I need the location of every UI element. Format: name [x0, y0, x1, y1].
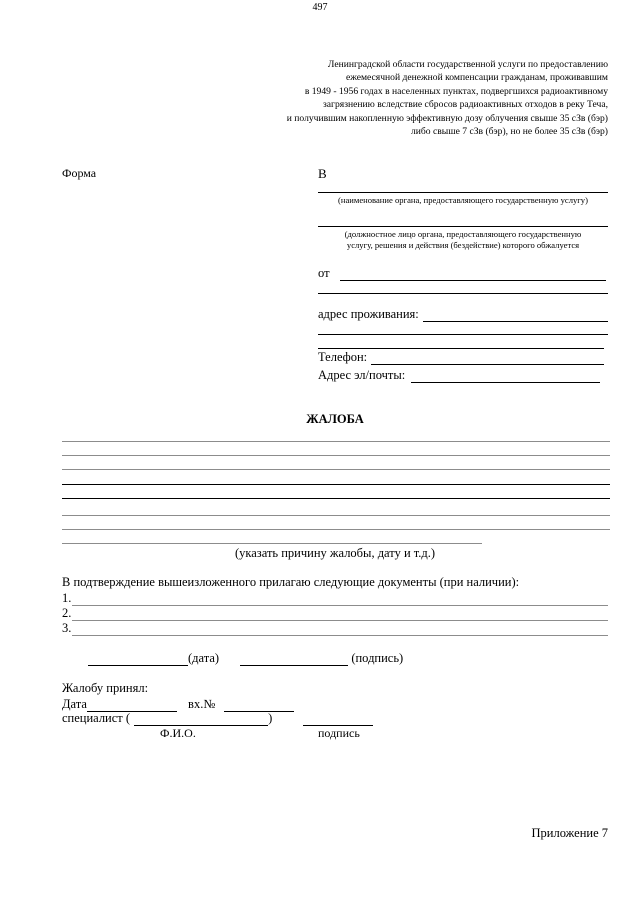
from-label: от — [318, 266, 330, 280]
form-label: Форма — [62, 166, 97, 180]
address-label: адрес проживания: — [318, 307, 419, 321]
reason-note: (указать причину жалобы, дату и т.д.) — [234, 546, 436, 560]
complaint-line[interactable] — [62, 529, 610, 530]
incoming-number-label: вх.№ — [188, 697, 216, 711]
specialist-row — [62, 711, 373, 726]
email-field[interactable] — [318, 368, 600, 383]
official-line[interactable] — [318, 226, 608, 227]
address-field[interactable] — [318, 307, 608, 322]
email-label: Адрес эл/почты: — [318, 368, 406, 382]
header-line: в 1949 - 1956 годах в населенных пунктах, подвергшихся радиоактивному — [304, 85, 608, 97]
complaint-line[interactable] — [62, 515, 610, 516]
accepted-label: Жалобу принял: — [62, 681, 149, 695]
page-number: 497 — [312, 2, 328, 13]
address-extra-line-2[interactable] — [318, 348, 604, 349]
official-note — [318, 229, 608, 251]
confirm-text: В подтверждение вышеизложенного прилагаю следующие документы (при наличии): — [62, 575, 520, 589]
specialist-sign-line[interactable] — [303, 713, 373, 726]
phone-label: Телефон: — [318, 350, 368, 364]
signature-fill-line[interactable] — [240, 653, 348, 666]
document-item[interactable] — [62, 606, 608, 621]
appendix-label: Приложение 7 — [531, 826, 608, 840]
document-item-number: 3. — [62, 621, 72, 635]
document-item-number: 2. — [62, 606, 72, 620]
document-item-number: 1. — [62, 591, 72, 605]
accept-date-label: Дата — [62, 697, 87, 711]
complaint-line[interactable] — [62, 469, 610, 470]
document-title: ЖАЛОБА — [306, 412, 364, 426]
date-signature-row — [88, 651, 403, 666]
recipient-org-line[interactable] — [318, 192, 608, 193]
specialist-name-line[interactable] — [134, 713, 268, 726]
date-incoming-row — [62, 697, 294, 712]
from-fill-line[interactable] — [340, 268, 606, 281]
address-fill-line[interactable] — [423, 309, 608, 322]
recipient-label: В — [318, 166, 327, 181]
official-note-line: услугу, решения и действия (бездействие) которого обжалуется — [346, 240, 580, 250]
official-note-line: (должностное лицо органа, предоставляющего государственную — [344, 229, 582, 239]
document-item[interactable] — [62, 621, 608, 636]
date-fill-line[interactable] — [88, 653, 188, 666]
signature-label: (подпись) — [351, 651, 404, 665]
complaint-line[interactable] — [62, 441, 610, 442]
from-field[interactable] — [318, 266, 606, 281]
header-line: загрязнению вследствие сбросов радиоактивных отходов в реку Теча, — [323, 99, 608, 111]
complaint-line[interactable] — [62, 455, 610, 456]
document-item-line[interactable] — [72, 594, 608, 606]
org-note: (наименование органа, предоставляющего государственную услугу) — [338, 195, 588, 205]
specialist-close: ) — [268, 711, 273, 725]
phone-fill-line[interactable] — [371, 352, 604, 365]
document-item-line[interactable] — [72, 609, 608, 621]
header-line: ежемесячной денежной компенсации гражданам, проживавшим — [345, 72, 608, 84]
header-line: либо свыше 7 сЗв (бэр), но не более 35 сЗв (бэр) — [411, 126, 608, 138]
date-label: (дата) — [188, 651, 220, 665]
fio-label: Ф.И.О. — [160, 726, 196, 740]
header-text — [228, 58, 608, 138]
document-item[interactable] — [62, 591, 608, 606]
header-line: Ленинградской области государственной услуги по предоставлению — [327, 59, 608, 70]
complaint-line[interactable] — [62, 484, 610, 485]
from-extra-line[interactable] — [318, 293, 608, 294]
phone-field[interactable] — [318, 350, 604, 365]
sign-label: подпись — [318, 726, 360, 740]
address-extra-line-1[interactable] — [318, 334, 608, 335]
complaint-line[interactable] — [62, 543, 482, 544]
document-item-line[interactable] — [72, 624, 608, 636]
complaint-line[interactable] — [62, 498, 610, 499]
header-line: и получившим накопленную эффективную дозу облучения свыше 35 сЗв (бэр) — [286, 112, 608, 124]
specialist-label: специалист ( — [62, 711, 131, 725]
email-fill-line[interactable] — [411, 370, 600, 383]
